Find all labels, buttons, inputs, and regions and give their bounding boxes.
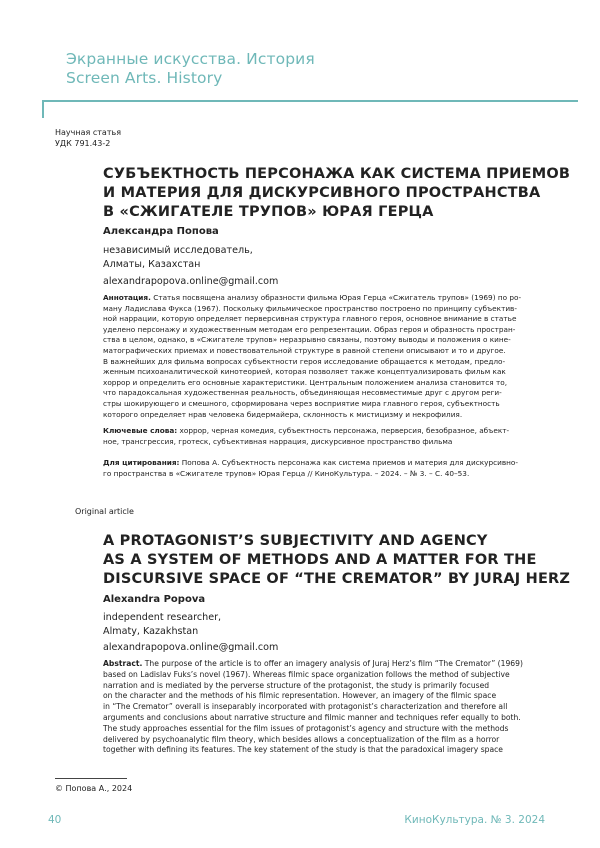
- title-ru-line: СУБЪЕКТНОСТЬ ПЕРСОНАЖА КАК СИСТЕМА ПРИЕМОВ: [103, 166, 571, 182]
- citation-line: Попова А. Субъектность персонажа как система приемов и материя для дискурсивно-: [181, 458, 519, 467]
- abstract-line: The study approaches essential for the film issues of protagonist’s agency and structure with the methods: [103, 723, 509, 733]
- abstract-line: уделено персонажу и художественным методам его репрезентации. Образ героя и образность простран-: [103, 324, 516, 334]
- abstract-line: in “The Cremator” overall is inseparably incorporated with protagonist’s characterization and therefore all: [103, 702, 508, 712]
- abstract-line: Статья посвящена анализу образности фильма Юрая Герца «Сжигатель трупов» (1969) по ро-: [153, 293, 522, 302]
- article-type-en: Original article: [75, 507, 134, 516]
- title-en-line: DISCURSIVE SPACE OF “THE CREMATOR” BY JURAJ HERZ: [103, 571, 571, 587]
- abstract-line: матографических приемах и повествовательной структуре в равной степени описывают и то и другое.: [103, 345, 506, 355]
- affiliation-ru: [103, 244, 253, 272]
- citation-line: го пространства в «Сжигателе трупов» Юрая Герца // КиноКультура. – 2024. – № 3. – С. 40–53.: [103, 468, 470, 478]
- email-en[interactable]: alexandrapopova.online@gmail.com: [103, 642, 279, 653]
- keywords-line: хоррор, черная комедия, субъектность персонажа, перверсия, безобразное, абъект-: [179, 426, 510, 435]
- header-rule-tick: [42, 100, 44, 118]
- abstract-line: The purpose of the article is to offer an imagery analysis of Juraj Herz’s film “The Cremator” (1969): [144, 659, 523, 668]
- abstract-line: ной наррации, которую определяет перверсивная структура главного героя, основное внимание в статье: [103, 314, 517, 324]
- title-ru: [103, 165, 570, 222]
- author-ru: Александра Попова: [103, 226, 219, 237]
- abstract-ru: [103, 293, 545, 420]
- title-ru-line: И МАТЕРИЯ ДЛЯ ДИСКУРСИВНОГО ПРОСТРАНСТВА: [103, 185, 541, 201]
- affiliation-line: independent researcher,: [103, 612, 222, 623]
- author-en: Alexandra Popova: [103, 594, 206, 605]
- abstract-line: что парадоксальная художественная реальность, объединяющая несовместимые друг с другом реги-: [103, 388, 502, 398]
- affiliation-line: независимый исследователь,: [103, 245, 253, 256]
- keywords-label: Ключевые слова:: [103, 426, 178, 435]
- udc-code: УДК 791.43-2: [55, 139, 111, 148]
- abstract-label-ru: Аннотация.: [103, 293, 151, 302]
- abstract-line: together with defining its features. The key statement of the study is that the paradoxical imagery space: [103, 745, 503, 755]
- title-ru-line: В «СЖИГАТЕЛЕ ТРУПОВ» ЮРАЯ ГЕРЦА: [103, 204, 434, 220]
- keywords-ru: [103, 426, 545, 447]
- affiliation-line: Алматы, Казахстан: [103, 259, 201, 270]
- abstract-line: В важнейших для фильма вопросах субъектности героя исследование обращается к методам, предло-: [103, 356, 506, 366]
- abstract-line: on the character and the methods of his filmic representation. However, an imagery of the filmic space: [103, 691, 497, 701]
- journal-section-ru: Экранные искусства. История: [66, 50, 315, 68]
- citation-label: Для цитирования:: [103, 458, 180, 467]
- abstract-line: arguments and conclusions about narrative structure and filmic manner and techniques refer equally to both.: [103, 712, 521, 722]
- email-ru[interactable]: alexandrapopova.online@gmail.com: [103, 276, 279, 287]
- copyright-note: © Попова А., 2024: [55, 784, 133, 793]
- title-en-line: AS A SYSTEM OF METHODS AND A MATTER FOR THE: [103, 552, 537, 568]
- abstract-line: стры шокирующего и смешного, сформирована через восприятие мира главного героя, субъектность: [103, 398, 500, 408]
- journal-section-en: Screen Arts. History: [66, 69, 223, 87]
- footnote-rule: [55, 778, 127, 779]
- title-en-line: A PROTAGONIST’S SUBJECTIVITY AND AGENCY: [103, 533, 488, 549]
- abstract-line: хоррор и определить его основные характеристики. Центральным положением анализа становится то,: [103, 377, 508, 387]
- abstract-en: [103, 659, 545, 756]
- abstract-line: narration and is mediated by the perverse structure of the protagonist, the study is primarily focused: [103, 680, 490, 690]
- abstract-line: delivered by psychoanalytic film theory, which besides allows a conceptualization of the film as a horror: [103, 734, 500, 744]
- abstract-line: которого определяет нрав человека бидермайера, склонность к мистицизму и некрофилия.: [103, 409, 463, 419]
- abstract-line: ства в целом, однако, в «Сжигателе трупов» неразрывно связаны, поэтому выводы и положения о кине-: [103, 335, 511, 345]
- header-rule: [42, 100, 578, 102]
- abstract-line: ману Ладислава Фукса (1967). Поскольку фильмическое пространство построено по принципу субъектив-: [103, 303, 517, 313]
- keywords-line: ное, трансгрессия, гротеск, субъективная наррация, дискурсивное пространство фильма: [103, 436, 453, 446]
- journal-issue: КиноКультура. № 3. 2024: [404, 814, 545, 826]
- citation-ru: [103, 458, 545, 479]
- title-en: [103, 532, 570, 589]
- affiliation-en: [103, 611, 221, 639]
- affiliation-line: Almaty, Kazakhstan: [103, 626, 199, 637]
- abstract-label-en: Abstract.: [103, 659, 143, 668]
- article-type-ru: Научная статья: [55, 128, 122, 137]
- abstract-line: женным психоаналитической кинотеорией, которая позволяет также концептуализировать фильм как: [103, 367, 506, 377]
- page-number: 40: [48, 814, 62, 826]
- abstract-line: based on Ladislav Fuks’s novel (1967). Whereas filmic space organization follows the method of subjective: [103, 669, 510, 679]
